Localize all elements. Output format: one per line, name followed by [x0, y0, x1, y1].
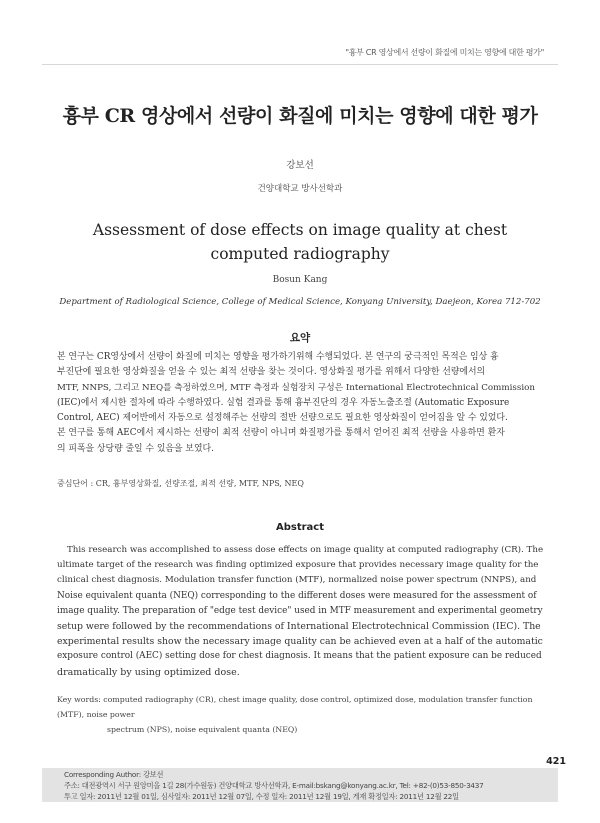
korean-abstract-line: Control, AEC) 제어반에서 자동으로 설정해주는 선량의 절반 선량으로도 필요한 영상화질이 얻어짐을 알 수 있었다. — [57, 413, 508, 424]
english-keywords-line-1: Key words: computed radiography (CR), chest image quality, dose control, optimized dose, modulation transfer function (MTF), noise power — [57, 695, 533, 719]
english-abstract-line: This research was accomplished to assess dose effects on image quality at computed radiography (CR). The — [67, 545, 544, 555]
english-abstract-line: Noise equivalent quanta (NEQ) corresponding to the different doses were measured for the assessment of — [57, 590, 537, 601]
author-address: 주소: 대전광역시 서구 원앙미을 1길 28(가수원동) 건양대학교 방사선학과, E-mail:bskang@konyang.ac.kr, Tel: +82-(0)53-850-3437 — [64, 781, 484, 790]
korean-abstract-body — [57, 350, 543, 457]
korean-keywords: 중심단어 : CR, 흉부영상화질, 선량조절, 최적 선량, MTF, NPS, NEQ — [57, 479, 304, 488]
english-title — [0, 218, 600, 266]
korean-author: 강보선 — [286, 160, 314, 171]
english-abstract-body — [57, 543, 544, 680]
korean-abstract-line: (IEC)에서 제시한 절차에 따라 수행하였다. 실험 결과를 통해 흉부진단의 경우 자동노출조절 (Automatic Exposure — [57, 397, 510, 408]
english-abstract-line: exposure control (AEC) setting dose for chest diagnosis. It means that the patient exposure can be reduced — [57, 651, 542, 662]
page-number: 421 — [546, 756, 566, 767]
english-keywords — [57, 692, 547, 737]
footer-text — [64, 769, 554, 802]
english-abstract-line: image quality. The preparation of "edge test device" used in MTF measurement and experimental geometry — [57, 605, 543, 616]
english-affiliation: Department of Radiological Science, College of Medical Science, Konyang University, Daejeon, Korea 712-702 — [59, 297, 541, 307]
korean-affiliation: 건양대학교 방사선학과 — [257, 184, 343, 194]
submission-dates: 투고 일자: 2011년 12월 01일, 심사일자: 2011년 12월 07일, 수정 일자: 2011년 12월 19일, 게재 확정일자: 2011년 12월 22일 — [64, 792, 459, 801]
korean-abstract-line: 본 연구를 통해 AEC에서 제시하는 선량이 최적 선량이 아니며 화질평가를 통해서 얻어진 최적 선량을 사용하면 환자 — [57, 428, 505, 439]
korean-abstract-line: 부진단에 필요한 영상화질을 얻을 수 있는 최적 선량을 찾는 것이다. 영상화질 평가를 위해서 다양한 선량에서의 — [57, 367, 486, 378]
korean-abstract-line: 본 연구는 CR영상에서 선량이 화질에 미치는 영향을 평가하기위해 수행되었다. 본 연구의 궁극적인 목적은 임상 흉 — [57, 352, 499, 362]
english-abstract-line: dramatically by using optimized dose. — [57, 666, 240, 678]
korean-abstract-line: 의 피폭을 상당량 줄일 수 있음을 보였다. — [57, 443, 214, 454]
korean-title: 흉부 CR 영상에서 선량이 화질에 미치는 영향에 대한 평가 — [62, 105, 538, 127]
corresponding-author: Corresponding Author: 강보선 — [64, 770, 164, 779]
header-rule — [42, 64, 558, 65]
english-abstract-line: clinical chest diagnosis. Modulation transfer function (MTF), normalized noise power spectrum (NNPS), and — [57, 575, 537, 586]
english-title-line-2: computed radiography — [210, 245, 390, 263]
english-author: Bosun Kang — [272, 275, 328, 285]
korean-abstract-heading: 요약 — [289, 332, 311, 344]
korean-abstract-line: MTF, NNPS, 그리고 NEQ를 측정하였으며, MTF 측정과 실험장치 구성은 International Electrotechnical Commission — [57, 382, 535, 393]
english-abstract-line: ultimate target of the research was finding optimized exposure that provides necessary image quality for the — [57, 560, 539, 571]
english-keywords-line-2: spectrum (NPS), noise equivalent quanta (NEQ) — [107, 725, 298, 734]
english-abstract-line: setup were followed by the recommendations of International Electrotechnical Commission (IEC). The — [57, 621, 541, 633]
english-title-line-1: Assessment of dose effects on image quality at chest — [92, 221, 508, 239]
english-abstract-heading: Abstract — [275, 522, 325, 533]
english-abstract-line: experimental results show the necessary image quality can be achieved even at a half of the automatic — [57, 636, 543, 648]
running-head: "흉부 CR 영상에서 선량이 화질에 미치는 영향에 대한 평가" — [345, 48, 544, 57]
